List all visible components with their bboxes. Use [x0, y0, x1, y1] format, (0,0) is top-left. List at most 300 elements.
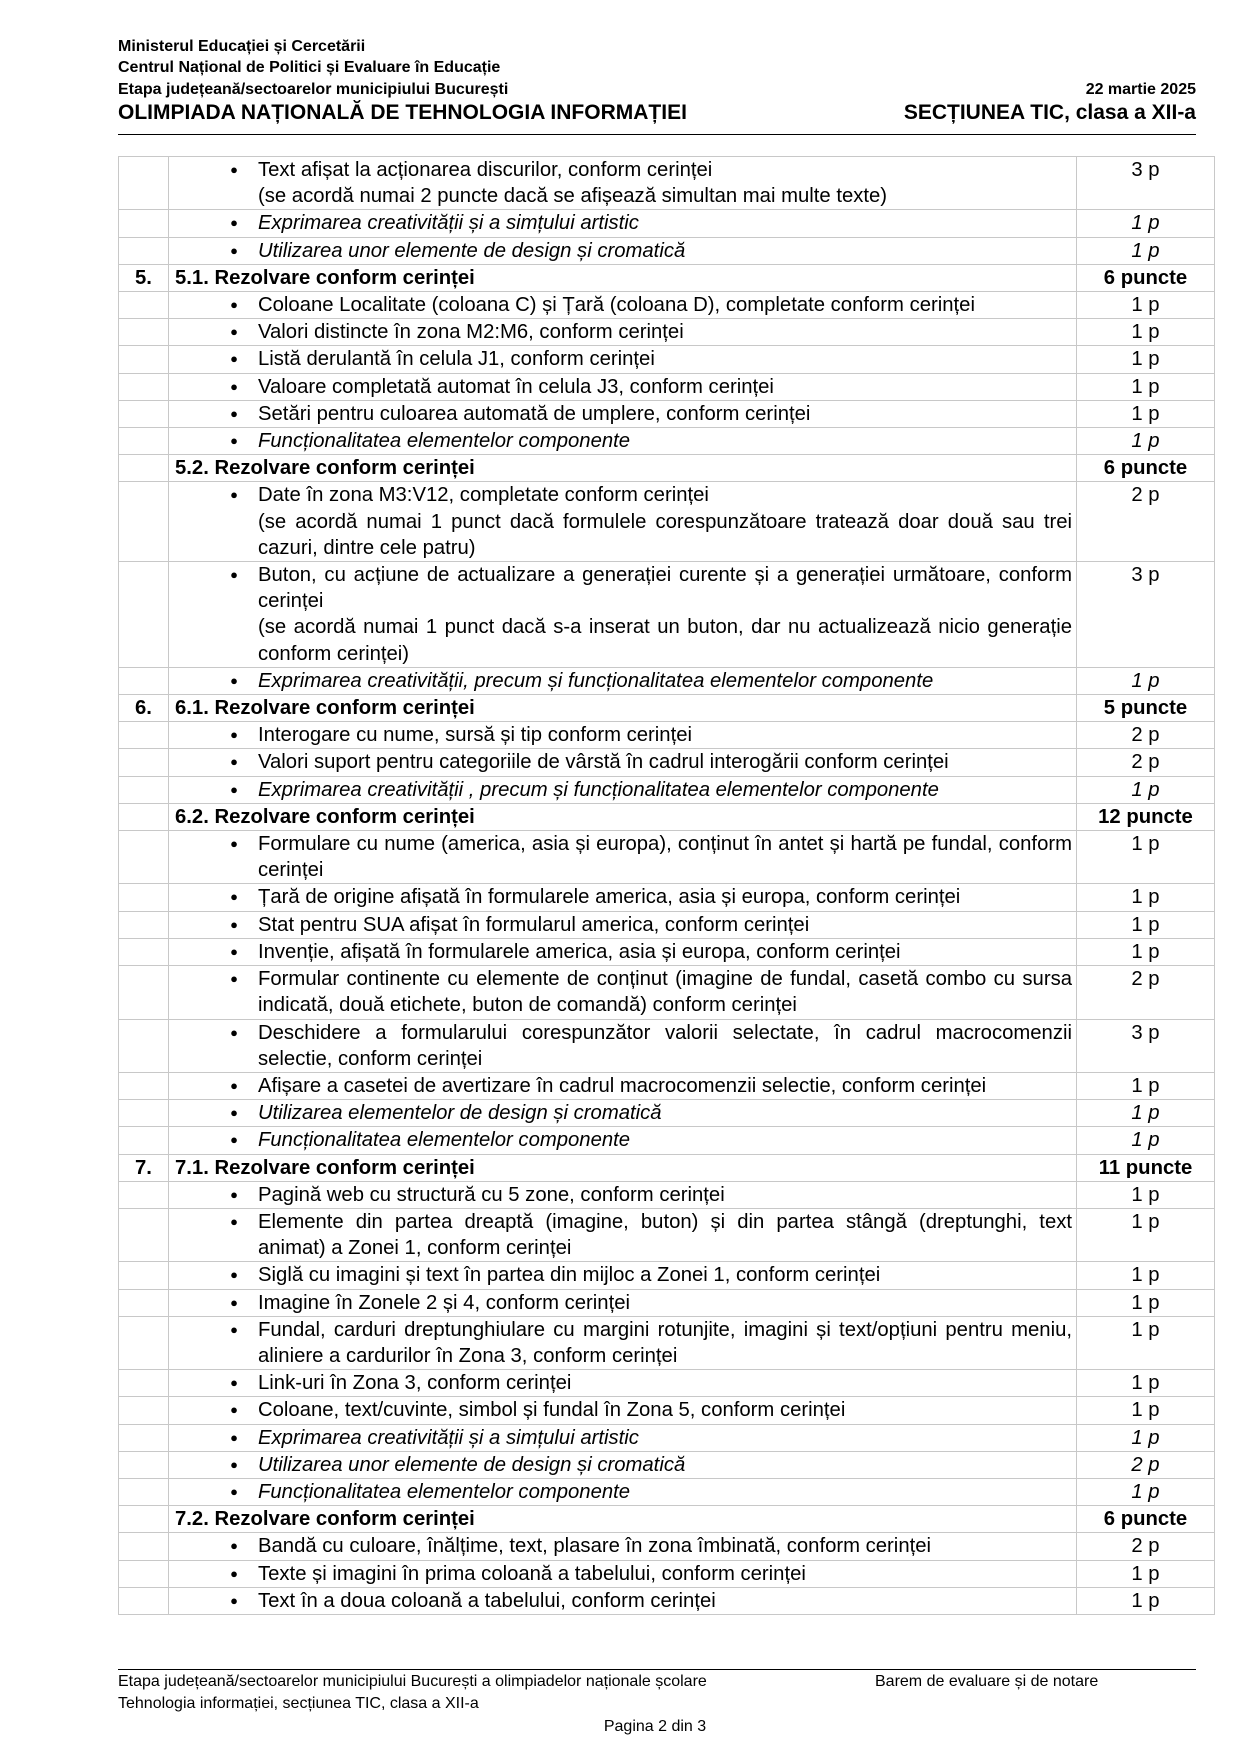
- bullet-icon: ●: [230, 162, 238, 177]
- criterion: [169, 373, 1077, 400]
- section-row: [119, 803, 1215, 830]
- criterion-row: [119, 1316, 1215, 1369]
- bullet-icon: ●: [230, 433, 238, 449]
- bullet-icon: ●: [230, 836, 238, 852]
- section-title: [169, 1154, 1077, 1181]
- points: 1 p: [1077, 400, 1215, 427]
- bullet-icon: ●: [230, 672, 238, 688]
- bullet-icon: ●: [230, 1592, 238, 1608]
- criterion-text: Utilizarea elementelor de design și cromatică: [258, 1102, 662, 1125]
- criterion: [169, 1533, 1077, 1560]
- bullet-icon: ●: [230, 1267, 238, 1283]
- criterion: [169, 1478, 1077, 1505]
- criterion-item: [169, 668, 1076, 694]
- exercise-number: [119, 966, 169, 1019]
- exercise-number: [119, 319, 169, 346]
- bullet-icon: ●: [230, 324, 238, 340]
- criterion-text: Formular continente cu elemente de conținut (imagine de fundal, casetă combo cu sursa indicată, două etichete, buton de comandă) conform cerinței: [258, 968, 1072, 1017]
- points: 1 p: [1077, 292, 1215, 319]
- bullet-icon: ●: [230, 1105, 238, 1121]
- exercise-number: [119, 292, 169, 319]
- criterion-row: [119, 428, 1215, 455]
- criterion-text: Link-uri în Zona 3, conform cerinței: [258, 1372, 572, 1395]
- criterion-item: [169, 428, 1076, 454]
- criterion-text: Setări pentru culoarea automată de umplere, conform cerinței: [258, 402, 811, 425]
- section-row: [119, 264, 1215, 291]
- bullet-icon: ●: [230, 1538, 238, 1554]
- bullet-icon: ●: [230, 242, 238, 258]
- criterion-row: [119, 400, 1215, 427]
- criterion-row: [119, 1533, 1215, 1560]
- points: 2 p: [1077, 722, 1215, 749]
- points: 1 p: [1077, 884, 1215, 911]
- bullet-icon: ●: [230, 1294, 238, 1310]
- criterion-text: Coloane, text/cuvinte, simbol și fundal în Zona 5, conform cerinței: [258, 1399, 846, 1422]
- criterion-item: [169, 1317, 1076, 1369]
- criterion-text: Texte și imagini în prima coloană a tabelului, conform cerinței: [258, 1562, 806, 1585]
- criterion-row: [119, 292, 1215, 319]
- criterion-text: Exprimarea creativității și a simțului artistic: [258, 212, 639, 235]
- exercise-number: 6.: [119, 695, 169, 722]
- bullet-icon: ●: [230, 1321, 238, 1337]
- exercise-number: [119, 1208, 169, 1261]
- header-section: SECȚIUNEA TIC, clasa a XII-a: [903, 101, 1196, 124]
- criterion-item: [169, 401, 1076, 427]
- exercise-number: [119, 1397, 169, 1424]
- exercise-number: [119, 428, 169, 455]
- criterion-item: [169, 374, 1076, 400]
- footer-divider: [118, 1669, 1196, 1670]
- criterion-item: [169, 777, 1076, 803]
- grading-table: [118, 156, 1215, 1615]
- points: 1 p: [1077, 1262, 1215, 1289]
- criterion-item: [169, 1182, 1076, 1208]
- criterion: [169, 157, 1077, 210]
- exercise-number: [119, 1127, 169, 1154]
- criterion-item: [169, 966, 1076, 1018]
- criterion-text: Buton, cu acțiune de actualizare a generației curente și a generației următoare, conform cerinței (se acordă numai 1 punct dacă s-a inserat un buton, dar nu actualizează nicio generație conform cerinței): [258, 564, 1072, 665]
- criterion-item: [169, 1020, 1076, 1072]
- criterion-row: [119, 776, 1215, 803]
- criterion-item: [169, 1425, 1076, 1451]
- section-row: [119, 455, 1215, 482]
- criterion-row: [119, 722, 1215, 749]
- criterion-text: Funcționalitatea elementelor componente: [258, 430, 631, 453]
- criterion-row: [119, 831, 1215, 884]
- criterion-text: Țară de origine afișată în formularele america, asia și europa, conform cerinței: [258, 886, 961, 909]
- criterion-text: Exprimarea creativității și a simțului artistic: [258, 1426, 639, 1449]
- criterion: [169, 1370, 1077, 1397]
- criterion-text: Pagină web cu structură cu 5 zone, conform cerinței: [258, 1183, 725, 1206]
- criterion: [169, 749, 1077, 776]
- exercise-number: [119, 455, 169, 482]
- bullet-icon: ●: [230, 215, 238, 231]
- criterion-row: [119, 1478, 1215, 1505]
- criterion-text: Interogare cu nume, sursă și tip conform cerinței: [258, 724, 692, 747]
- criterion-text: Valori distincte în zona M2:M6, conform cerinței: [258, 321, 684, 344]
- exercise-number: [119, 1451, 169, 1478]
- bullet-icon: ●: [230, 889, 238, 905]
- criterion-row: [119, 1587, 1215, 1614]
- criterion: [169, 210, 1077, 237]
- criterion-row: [119, 1451, 1215, 1478]
- criterion-item: [169, 1100, 1076, 1126]
- section-title-text: 6.1. Rezolvare conform cerinței: [175, 697, 475, 720]
- criterion: [169, 1127, 1077, 1154]
- criterion-item: [169, 749, 1076, 775]
- criterion-text: Siglă cu imagini și text în partea din mijloc a Zonei 1, conform cerinței: [258, 1264, 881, 1287]
- criterion-text: Funcționalitatea elementelor componente: [258, 1480, 631, 1503]
- exercise-number: [119, 667, 169, 694]
- bullet-icon: ●: [230, 1186, 238, 1202]
- criterion-item: [169, 831, 1076, 883]
- section-row: [119, 1506, 1215, 1533]
- criterion-row: [119, 1072, 1215, 1099]
- criterion-item: [169, 1209, 1076, 1261]
- criterion-row: [119, 373, 1215, 400]
- criterion-row: [119, 237, 1215, 264]
- criterion-item: [169, 939, 1076, 965]
- criterion: [169, 966, 1077, 1019]
- header-title: OLIMPIADA NAȚIONALĂ DE TEHNOLOGIA INFORMAȚIEI: [118, 101, 687, 124]
- criterion: [169, 667, 1077, 694]
- bullet-icon: ●: [230, 781, 238, 797]
- exercise-number: [119, 562, 169, 668]
- section-title-text: 5.2. Rezolvare conform cerinței: [175, 457, 475, 480]
- points: 1 p: [1077, 428, 1215, 455]
- points: 1 p: [1077, 911, 1215, 938]
- criterion: [169, 428, 1077, 455]
- exercise-number: [119, 237, 169, 264]
- footer-line1: Etapa județeană/sectoarelor municipiului București a olimpiadelor naționale școlare: [118, 1673, 707, 1690]
- points: 1 p: [1077, 319, 1215, 346]
- criterion-item: [169, 210, 1076, 236]
- criterion-item: [169, 482, 1076, 561]
- criterion-item: [169, 1479, 1076, 1505]
- exercise-number: 5.: [119, 264, 169, 291]
- criterion: [169, 346, 1077, 373]
- points: 3 p: [1077, 562, 1215, 668]
- criterion-text: Fundal, carduri dreptunghiulare cu margini rotunjite, imagini și text/opțiuni pentru meniu, aliniere a cardurilor în Zona 3, conform cerinței: [258, 1318, 1072, 1367]
- points: 1 p: [1077, 1397, 1215, 1424]
- criterion-item: [169, 346, 1076, 372]
- exercise-number: [119, 1100, 169, 1127]
- criterion-row: [119, 482, 1215, 562]
- criterion: [169, 1424, 1077, 1451]
- exercise-number: [119, 1316, 169, 1369]
- bullet-icon: ●: [230, 754, 238, 770]
- criterion-row: [119, 1397, 1215, 1424]
- exercise-number: [119, 1262, 169, 1289]
- exercise-number: [119, 1533, 169, 1560]
- points: 1 p: [1077, 831, 1215, 884]
- criterion: [169, 911, 1077, 938]
- bullet-icon: ●: [230, 1132, 238, 1148]
- criterion-row: [119, 1262, 1215, 1289]
- criterion-text: Listă derulantă în celula J1, conform cerinței: [258, 348, 655, 371]
- points: 1 p: [1077, 1072, 1215, 1099]
- bullet-icon: ●: [230, 1024, 238, 1040]
- criterion: [169, 722, 1077, 749]
- criterion: [169, 562, 1077, 668]
- points: 1 p: [1077, 938, 1215, 965]
- header-stage: [118, 80, 1196, 100]
- criterion-row: [119, 562, 1215, 668]
- points: 1 p: [1077, 1587, 1215, 1614]
- page-number: Pagina 2 din 3: [603, 1718, 707, 1735]
- section-title-text: 5.1. Rezolvare conform cerinței: [175, 266, 475, 289]
- exercise-number: [119, 884, 169, 911]
- points: 3 p: [1077, 1019, 1215, 1072]
- criterion: [169, 1289, 1077, 1316]
- exercise-number: [119, 722, 169, 749]
- exercise-number: [119, 1424, 169, 1451]
- criterion-text: Exprimarea creativității, precum și funcționalitatea elementelor componente: [258, 669, 934, 692]
- exercise-number: [119, 1478, 169, 1505]
- exercise-number: [119, 157, 169, 210]
- criterion-item: [169, 238, 1076, 264]
- exercise-number: [119, 911, 169, 938]
- criterion: [169, 1397, 1077, 1424]
- criterion-item: [169, 1127, 1076, 1153]
- criterion-item: [169, 1588, 1076, 1614]
- criterion: [169, 292, 1077, 319]
- section-title-text: 6.2. Rezolvare conform cerinței: [175, 805, 475, 828]
- points: 6 puncte: [1077, 1506, 1215, 1533]
- exercise-number: [119, 749, 169, 776]
- criterion-row: [119, 1019, 1215, 1072]
- criterion-text: Bandă cu culoare, înălțime, text, plasare în zona îmbinată, conform cerinței: [258, 1535, 932, 1558]
- section-title-text: 7.1. Rezolvare conform cerinței: [175, 1156, 475, 1179]
- points: 1 p: [1077, 1560, 1215, 1587]
- points: 2 p: [1077, 966, 1215, 1019]
- criterion-text: Valori suport pentru categoriile de vârstă în cadrul interogării conform cerinței: [258, 751, 949, 774]
- criterion-row: [119, 1100, 1215, 1127]
- section-title: [169, 803, 1077, 830]
- bullet-icon: ●: [230, 297, 238, 313]
- points: 1 p: [1077, 776, 1215, 803]
- criterion-row: [119, 1560, 1215, 1587]
- criterion: [169, 1019, 1077, 1072]
- criterion-text: Stat pentru SUA afișat în formularul america, conform cerinței: [258, 913, 810, 936]
- header-divider: [118, 134, 1196, 135]
- criterion-row: [119, 966, 1215, 1019]
- exercise-number: [119, 210, 169, 237]
- points: 2 p: [1077, 482, 1215, 562]
- criterion-row: [119, 884, 1215, 911]
- points: 1 p: [1077, 237, 1215, 264]
- criterion-row: [119, 1127, 1215, 1154]
- exercise-number: [119, 1560, 169, 1587]
- criterion-text: Imagine în Zonele 2 și 4, conform cerinței: [258, 1291, 631, 1314]
- points: 2 p: [1077, 1451, 1215, 1478]
- exercise-number: [119, 776, 169, 803]
- points: 1 p: [1077, 1424, 1215, 1451]
- exercise-number: [119, 400, 169, 427]
- exercise-number: [119, 831, 169, 884]
- criterion: [169, 1262, 1077, 1289]
- points: 2 p: [1077, 749, 1215, 776]
- criterion-item: [169, 319, 1076, 345]
- criterion-row: [119, 1424, 1215, 1451]
- points: 1 p: [1077, 1289, 1215, 1316]
- criterion-item: [169, 292, 1076, 318]
- points: 5 puncte: [1077, 695, 1215, 722]
- bullet-icon: ●: [230, 727, 238, 743]
- criterion-item: [169, 1561, 1076, 1587]
- criterion-row: [119, 210, 1215, 237]
- criterion-text: Utilizarea unor elemente de design și cromatică: [258, 239, 686, 262]
- criterion-text: Coloane Localitate (coloana C) și Țară (coloana D), completate conform cerinței: [258, 294, 975, 317]
- criterion-text: Text afișat la acționarea discurilor, conform cerinței (se acordă numai 2 puncte dacă se afișează simultan mai multe texte): [258, 159, 888, 208]
- section-row: [119, 695, 1215, 722]
- criterion: [169, 1208, 1077, 1261]
- criterion-item: [169, 1262, 1076, 1288]
- criterion: [169, 1316, 1077, 1369]
- bullet-icon: ●: [230, 487, 238, 503]
- criterion: [169, 237, 1077, 264]
- header-ministry: Ministerul Educației și Cercetării: [118, 38, 366, 55]
- section-title: [169, 1506, 1077, 1533]
- criterion-item: [169, 1370, 1076, 1396]
- bullet-icon: ●: [230, 1213, 238, 1229]
- criterion-item: [169, 1397, 1076, 1423]
- criterion-row: [119, 1289, 1215, 1316]
- criterion-item: [169, 562, 1076, 667]
- exercise-number: [119, 482, 169, 562]
- points: 1 p: [1077, 1370, 1215, 1397]
- bullet-icon: ●: [230, 943, 238, 959]
- header-date: 22 martie 2025: [1085, 81, 1196, 98]
- criterion-text: Deschidere a formularului corespunzător valorii selectate, în cadrul macrocomenzii selectie, conform cerinței: [258, 1021, 1072, 1070]
- exercise-number: [119, 1072, 169, 1099]
- criterion-text: Formulare cu nume (america, asia și europa), conținut în antet și hartă pe fundal, conform cerinței: [258, 833, 1072, 882]
- criterion: [169, 1451, 1077, 1478]
- criterion-row: [119, 667, 1215, 694]
- criterion: [169, 776, 1077, 803]
- criterion-item: [169, 884, 1076, 910]
- criterion-text: Invenție, afișată în formularele america, asia și europa, conform cerinței: [258, 940, 901, 963]
- bullet-icon: ●: [230, 405, 238, 421]
- criterion: [169, 831, 1077, 884]
- points: 11 puncte: [1077, 1154, 1215, 1181]
- section-title-text: 7.2. Rezolvare conform cerinței: [175, 1508, 475, 1531]
- criterion-item: [169, 722, 1076, 748]
- bullet-icon: ●: [230, 1565, 238, 1581]
- criterion-row: [119, 157, 1215, 210]
- points: 1 p: [1077, 210, 1215, 237]
- criterion-row: [119, 1370, 1215, 1397]
- footer-line2: Tehnologia informației, secțiunea TIC, clasa a XII-a: [118, 1695, 479, 1712]
- points: 1 p: [1077, 1478, 1215, 1505]
- bullet-icon: ●: [230, 971, 238, 987]
- points: 12 puncte: [1077, 803, 1215, 830]
- criterion-row: [119, 319, 1215, 346]
- header-center: Centrul Național de Politici și Evaluare în Educație: [118, 59, 501, 76]
- bullet-icon: ●: [230, 1483, 238, 1499]
- bullet-icon: ●: [230, 1375, 238, 1391]
- points: 3 p: [1077, 157, 1215, 210]
- exercise-number: [119, 1370, 169, 1397]
- points: 1 p: [1077, 1208, 1215, 1261]
- points: 1 p: [1077, 373, 1215, 400]
- criterion-text: Text în a doua coloană a tabelului, conform cerinței: [258, 1589, 716, 1612]
- criterion-row: [119, 346, 1215, 373]
- exercise-number: [119, 373, 169, 400]
- criterion-row: [119, 938, 1215, 965]
- exercise-number: [119, 1019, 169, 1072]
- criterion-row: [119, 911, 1215, 938]
- section-title: [169, 695, 1077, 722]
- criterion-item: [169, 157, 1076, 209]
- bullet-icon: ●: [230, 378, 238, 394]
- criterion: [169, 319, 1077, 346]
- exercise-number: [119, 1587, 169, 1614]
- bullet-icon: ●: [230, 916, 238, 932]
- exercise-number: [119, 803, 169, 830]
- criterion: [169, 884, 1077, 911]
- criterion-text: Utilizarea unor elemente de design și cromatică: [258, 1453, 686, 1476]
- exercise-number: [119, 346, 169, 373]
- criterion-item: [169, 1073, 1076, 1099]
- bullet-icon: ●: [230, 1077, 238, 1093]
- points: 1 p: [1077, 1127, 1215, 1154]
- criterion: [169, 400, 1077, 427]
- exercise-number: [119, 938, 169, 965]
- criterion-item: [169, 1533, 1076, 1559]
- exercise-number: [119, 1181, 169, 1208]
- points: 1 p: [1077, 1100, 1215, 1127]
- criterion-text: Exprimarea creativității , precum și funcționalitatea elementelor componente: [258, 778, 939, 801]
- points: 1 p: [1077, 667, 1215, 694]
- footer-right: Barem de evaluare și de notare: [875, 1673, 1099, 1690]
- points: 6 puncte: [1077, 264, 1215, 291]
- bullet-icon: ●: [230, 351, 238, 367]
- bullet-icon: ●: [230, 1429, 238, 1445]
- points: 2 p: [1077, 1533, 1215, 1560]
- criterion-item: [169, 912, 1076, 938]
- points: 1 p: [1077, 346, 1215, 373]
- header-title-row: [118, 101, 1196, 125]
- criterion-text: Date în zona M3:V12, completate conform cerinței (se acordă numai 1 punct dacă formulele corespunzătoare tratează doar două sau trei cazuri, dintre cele patru): [258, 484, 1072, 559]
- section-title: [169, 264, 1077, 291]
- criterion-item: [169, 1452, 1076, 1478]
- header-stage-text: Etapa județeană/sectoarelor municipiului București: [118, 81, 509, 98]
- criterion: [169, 938, 1077, 965]
- bullet-icon: ●: [230, 567, 238, 583]
- criterion: [169, 482, 1077, 562]
- points: 1 p: [1077, 1316, 1215, 1369]
- criterion-text: Funcționalitatea elementelor componente: [258, 1129, 631, 1152]
- section-row: [119, 1154, 1215, 1181]
- criterion: [169, 1587, 1077, 1614]
- criterion-text: Valoare completată automat în celula J3, conform cerinței: [258, 375, 774, 398]
- criterion-text: Afișare a casetei de avertizare în cadrul macrocomenzii selectie, conform cerinței: [258, 1074, 987, 1097]
- criterion-text: Elemente din partea dreaptă (imagine, buton) și din partea stângă (dreptunghi, text animat) a Zonei 1, conform cerinței: [258, 1210, 1072, 1260]
- criterion-row: [119, 1181, 1215, 1208]
- criterion-row: [119, 749, 1215, 776]
- criterion: [169, 1100, 1077, 1127]
- criterion-row: [119, 1208, 1215, 1261]
- exercise-number: 7.: [119, 1154, 169, 1181]
- criterion: [169, 1181, 1077, 1208]
- exercise-number: [119, 1506, 169, 1533]
- bullet-icon: ●: [230, 1402, 238, 1418]
- exercise-number: [119, 1289, 169, 1316]
- bullet-icon: ●: [230, 1456, 238, 1472]
- criterion-item: [169, 1290, 1076, 1316]
- criterion: [169, 1072, 1077, 1099]
